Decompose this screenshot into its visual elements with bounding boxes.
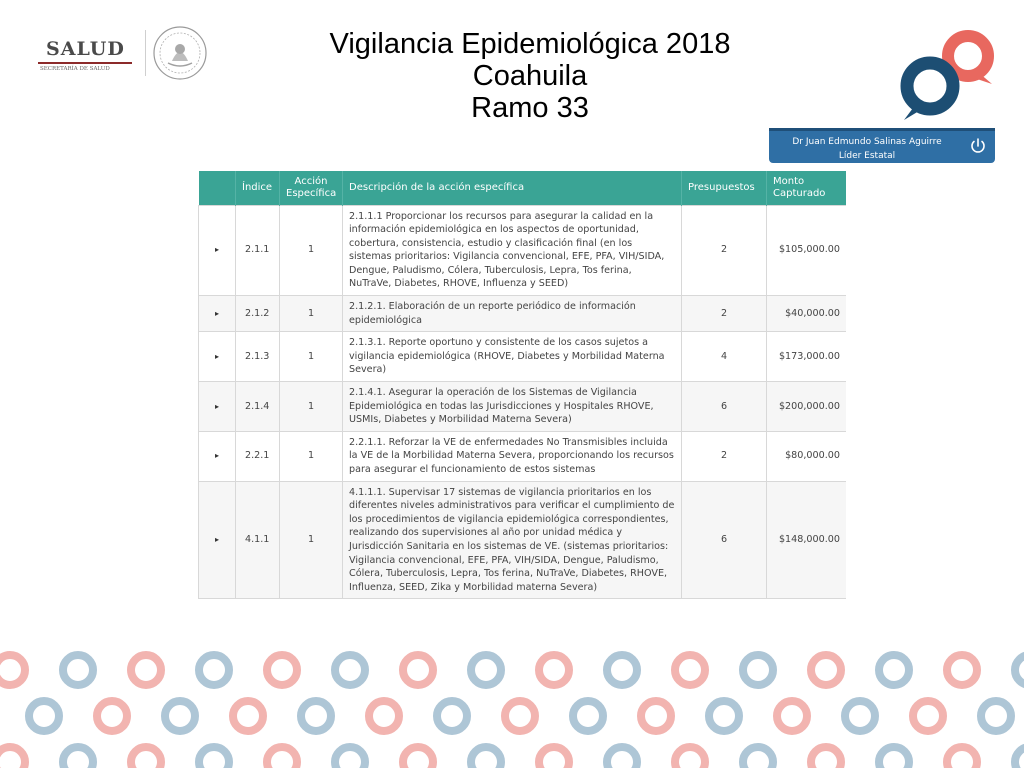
- table-row[interactable]: [199, 431, 847, 481]
- cell-presupuestos: 6: [682, 481, 767, 599]
- expand-row-icon[interactable]: ▸: [199, 332, 236, 382]
- column-header-expand: [199, 171, 236, 205]
- deco-ring: [437, 701, 467, 731]
- deco-ring: [63, 747, 93, 768]
- cell-descripcion: 2.1.4.1. Asegurar la operación de los Sistemas de Vigilancia Epidemiológica en todas las Jurisdicciones y Hospitales RHOVE, USMIs, Diabetes y Morbilidad Materna Severa): [343, 382, 682, 432]
- deco-ring: [913, 701, 943, 731]
- cell-indice: 4.1.1: [236, 481, 280, 599]
- column-header-accion[interactable]: Acción Específica: [280, 171, 343, 205]
- salud-logo: [36, 32, 136, 78]
- deco-ring: [709, 701, 739, 731]
- cell-descripcion: 2.2.1.1. Reforzar la VE de enfermedades No Transmisibles incluida la VE de la Morbilidad Materna Severa, proporcionando los recursos para asegurar el funcionamiento de estos sistemas: [343, 431, 682, 481]
- cell-indice: 2.1.3: [236, 332, 280, 382]
- brand-logo-icon: [896, 28, 1000, 124]
- salud-logo-rule: [38, 62, 132, 64]
- deco-ring: [335, 747, 365, 768]
- deco-ring: [573, 701, 603, 731]
- cell-accion: 1: [280, 382, 343, 432]
- expand-row-icon[interactable]: ▸: [199, 296, 236, 332]
- table-row[interactable]: [199, 205, 847, 296]
- deco-ring: [1015, 747, 1024, 768]
- deco-ring: [743, 747, 773, 768]
- deco-ring: [63, 655, 93, 685]
- cell-presupuestos: 4: [682, 332, 767, 382]
- column-header-indice[interactable]: Índice: [236, 171, 280, 205]
- user-role: Líder Estatal: [838, 151, 896, 161]
- cell-presupuestos: 2: [682, 205, 767, 296]
- deco-ring: [607, 747, 637, 768]
- cell-monto: $80,000.00: [767, 431, 847, 481]
- deco-ring: [403, 747, 433, 768]
- deco-ring: [777, 701, 807, 731]
- deco-ring: [165, 701, 195, 731]
- actions-table: [198, 171, 846, 599]
- deco-ring: [131, 655, 161, 685]
- cell-descripcion: 2.1.1.1 Proporcionar los recursos para asegurar la calidad en la información epidemiológica en los aspectos de oportunidad, cobertura, consistencia, estudio y clasificación final (en los sistemas prioritarios: Vigilancia convencional, EFE, PFA, VIH/SIDA, Dengue, Paludismo, Cólera, Tuberculosis, Lepra, Tos ferina, NuTraVe, Diabetes, RHOVE, Influenza y SEED): [343, 205, 682, 296]
- deco-ring: [845, 701, 875, 731]
- deco-ring: [947, 655, 977, 685]
- mexico-seal-icon: [152, 25, 208, 81]
- cell-accion: 1: [280, 481, 343, 599]
- title-line-3: Ramo 33: [471, 92, 589, 124]
- column-header-presupuestos[interactable]: Presupuestos: [682, 171, 767, 205]
- cell-descripcion: 2.1.2.1. Elaboración de un reporte periódico de información epidemiológica: [343, 296, 682, 332]
- deco-ring: [233, 701, 263, 731]
- deco-ring: [267, 747, 297, 768]
- deco-ring: [879, 747, 909, 768]
- user-name: Dr Juan Edmundo Salinas Aguirre: [792, 137, 942, 147]
- title-line-2: Coahuila: [472, 60, 588, 92]
- deco-ring: [675, 747, 705, 768]
- power-icon[interactable]: [969, 137, 987, 155]
- column-header-monto[interactable]: Monto Capturado: [767, 171, 847, 205]
- deco-ring: [471, 747, 501, 768]
- cell-monto: $105,000.00: [767, 205, 847, 296]
- table-header-row: [199, 171, 847, 205]
- expand-row-icon[interactable]: ▸: [199, 481, 236, 599]
- cell-monto: $173,000.00: [767, 332, 847, 382]
- expand-row-icon[interactable]: ▸: [199, 205, 236, 296]
- deco-ring: [505, 701, 535, 731]
- deco-ring: [29, 701, 59, 731]
- deco-ring: [0, 655, 25, 685]
- cell-accion: 1: [280, 296, 343, 332]
- deco-ring: [97, 701, 127, 731]
- table-row[interactable]: [199, 481, 847, 599]
- cell-monto: $148,000.00: [767, 481, 847, 599]
- deco-ring: [0, 747, 25, 768]
- expand-row-icon[interactable]: ▸: [199, 431, 236, 481]
- deco-ring: [641, 701, 671, 731]
- cell-accion: 1: [280, 431, 343, 481]
- salud-logo-subtitle: SECRETARÍA DE SALUD: [40, 66, 110, 72]
- cell-presupuestos: 6: [682, 382, 767, 432]
- cell-indice: 2.1.4: [236, 382, 280, 432]
- logo-divider: [145, 30, 146, 76]
- expand-row-icon[interactable]: ▸: [199, 382, 236, 432]
- cell-monto: $200,000.00: [767, 382, 847, 432]
- deco-ring: [131, 747, 161, 768]
- cell-indice: 2.1.1: [236, 205, 280, 296]
- cell-presupuestos: 2: [682, 431, 767, 481]
- deco-ring: [811, 747, 841, 768]
- cell-accion: 1: [280, 205, 343, 296]
- salud-logo-word: SALUD: [46, 38, 125, 60]
- cell-presupuestos: 2: [682, 296, 767, 332]
- cell-accion: 1: [280, 332, 343, 382]
- deco-ring: [1015, 655, 1024, 685]
- actions-table-container: [198, 171, 846, 679]
- page-title: [250, 28, 810, 124]
- cell-descripcion: 2.1.3.1. Reporte oportuno y consistente de los casos sujetos a vigilancia epidemiológica (RHOVE, Diabetes y Morbilidad Materna Severa): [343, 332, 682, 382]
- deco-ring: [539, 747, 569, 768]
- cell-indice: 2.1.2: [236, 296, 280, 332]
- cell-monto: $40,000.00: [767, 296, 847, 332]
- deco-ring: [369, 701, 399, 731]
- deco-ring: [981, 701, 1011, 731]
- deco-ring: [199, 747, 229, 768]
- table-row[interactable]: [199, 332, 847, 382]
- cell-indice: 2.2.1: [236, 431, 280, 481]
- user-panel: [769, 128, 995, 163]
- cell-descripcion: 4.1.1.1. Supervisar 17 sistemas de vigilancia prioritarios en los diferentes niveles administrativos para verificar el cumplimiento de los procedimientos de vigilancia epidemiológica correspondientes, realizando dos supervisiones al año por unidad médica y Jurisdicción Sanitaria en los sistemas de VE. (sistemas prioritarios: Vigilancia convencional, EFE, PFA, VIH/SIDA, Dengue, Paludismo, Cólera, Tuberculosis, Lepra, Tos ferina, NuTraVe, Diabetes, RHOVE, Influenza, SEED, Zika y Morbilidad materna Severa): [343, 481, 682, 599]
- title-line-1: Vigilancia Epidemiológica 2018: [329, 28, 731, 60]
- table-row[interactable]: [199, 296, 847, 332]
- table-row[interactable]: [199, 382, 847, 432]
- deco-ring: [879, 655, 909, 685]
- deco-ring: [301, 701, 331, 731]
- deco-ring: [947, 747, 977, 768]
- column-header-descripcion[interactable]: Descripción de la acción específica: [343, 171, 682, 205]
